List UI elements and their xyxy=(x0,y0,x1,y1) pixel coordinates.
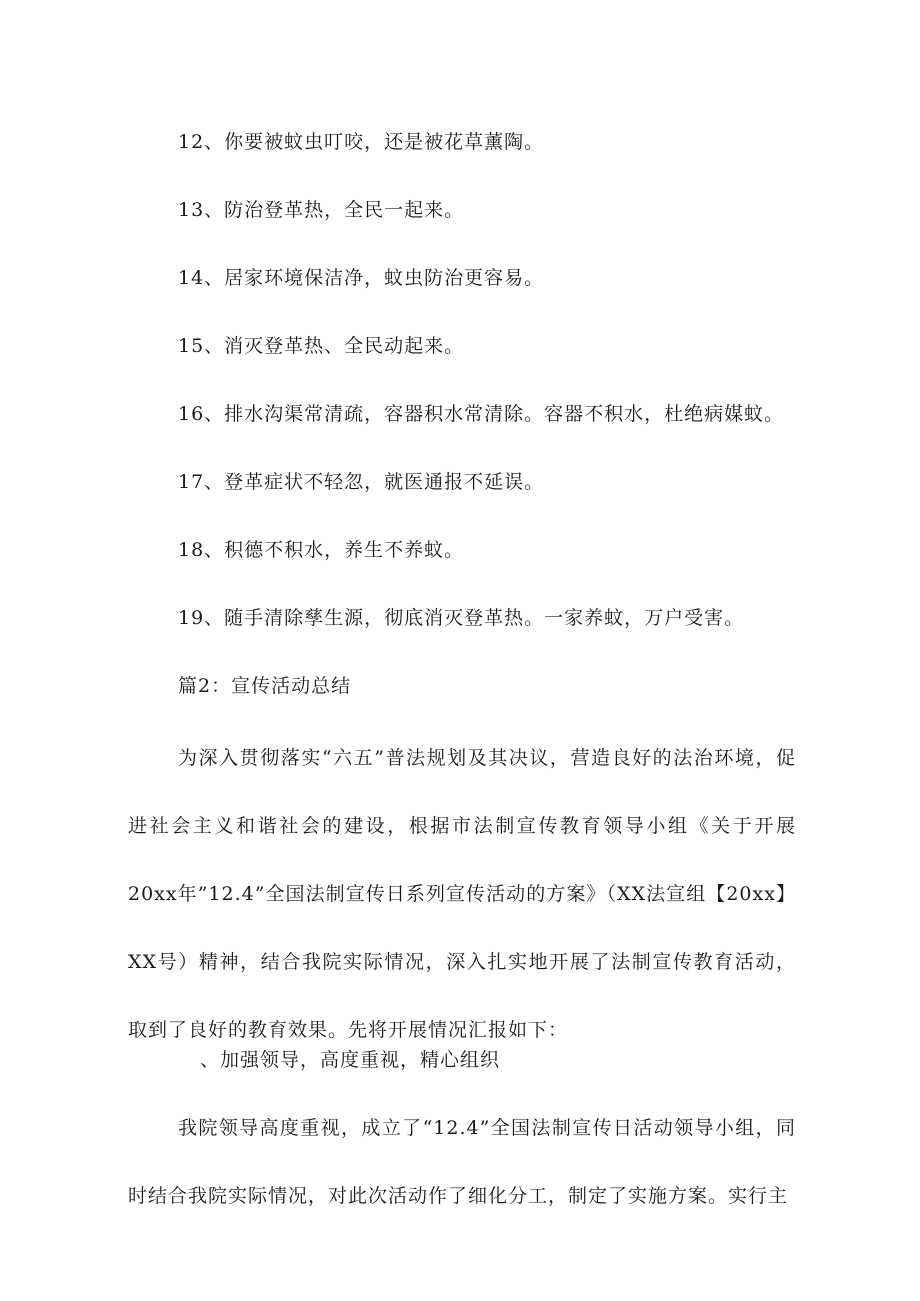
slogan-item-13: 13、防治登革热，全民一起来。 xyxy=(178,199,465,221)
slogan-item-15: 15、消灭登革热、全民动起来。 xyxy=(178,335,465,357)
subheading: 、加强领导，高度重视，精心组织 xyxy=(200,1049,501,1071)
slogan-item-14: 14、居家环境保洁净，蚊虫防治更容易。 xyxy=(178,267,545,289)
slogan-item-17: 17、登革症状不轻忽，就医通报不延误。 xyxy=(178,471,545,493)
slogan-item-12: 12、你要被蚊虫叮咬，还是被花草薰陶。 xyxy=(178,131,545,153)
slogan-item-19: 19、随手清除孳生源，彻底消灭登革热。一家养蚊，万户受害。 xyxy=(178,607,745,629)
slogan-item-16: 16、排水沟渠常清疏，容器积水常清除。容器不积水，杜绝病媒蚊。 xyxy=(178,403,785,425)
intro-paragraph: 为深入贯彻落实“六五”普法规划及其决议，营造良好的法治环境，促进社会主义和谐社会的建设，根据市法制宣传教育领导小组《关于开展20xx年”12.4”全国法制宣传日系列宣传活动的方案》（XX法宣组【20xx】XX号）精神，结合我院实际情况，深入扎实地开展了法制宣传教育活动，取到了良好的教育效果。先将开展情况汇报如下： xyxy=(128,747,796,1041)
slogan-item-18: 18、积德不积水，养生不养蚊。 xyxy=(178,539,465,561)
section-title: 篇2：宣传活动总结 xyxy=(178,675,352,697)
body-paragraph: 我院领导高度重视，成立了“12.4”全国法制宣传日活动领导小组，同时结合我院实际情况，对此次活动作了细化分工，制定了实施方案。实行主 xyxy=(128,1117,796,1207)
